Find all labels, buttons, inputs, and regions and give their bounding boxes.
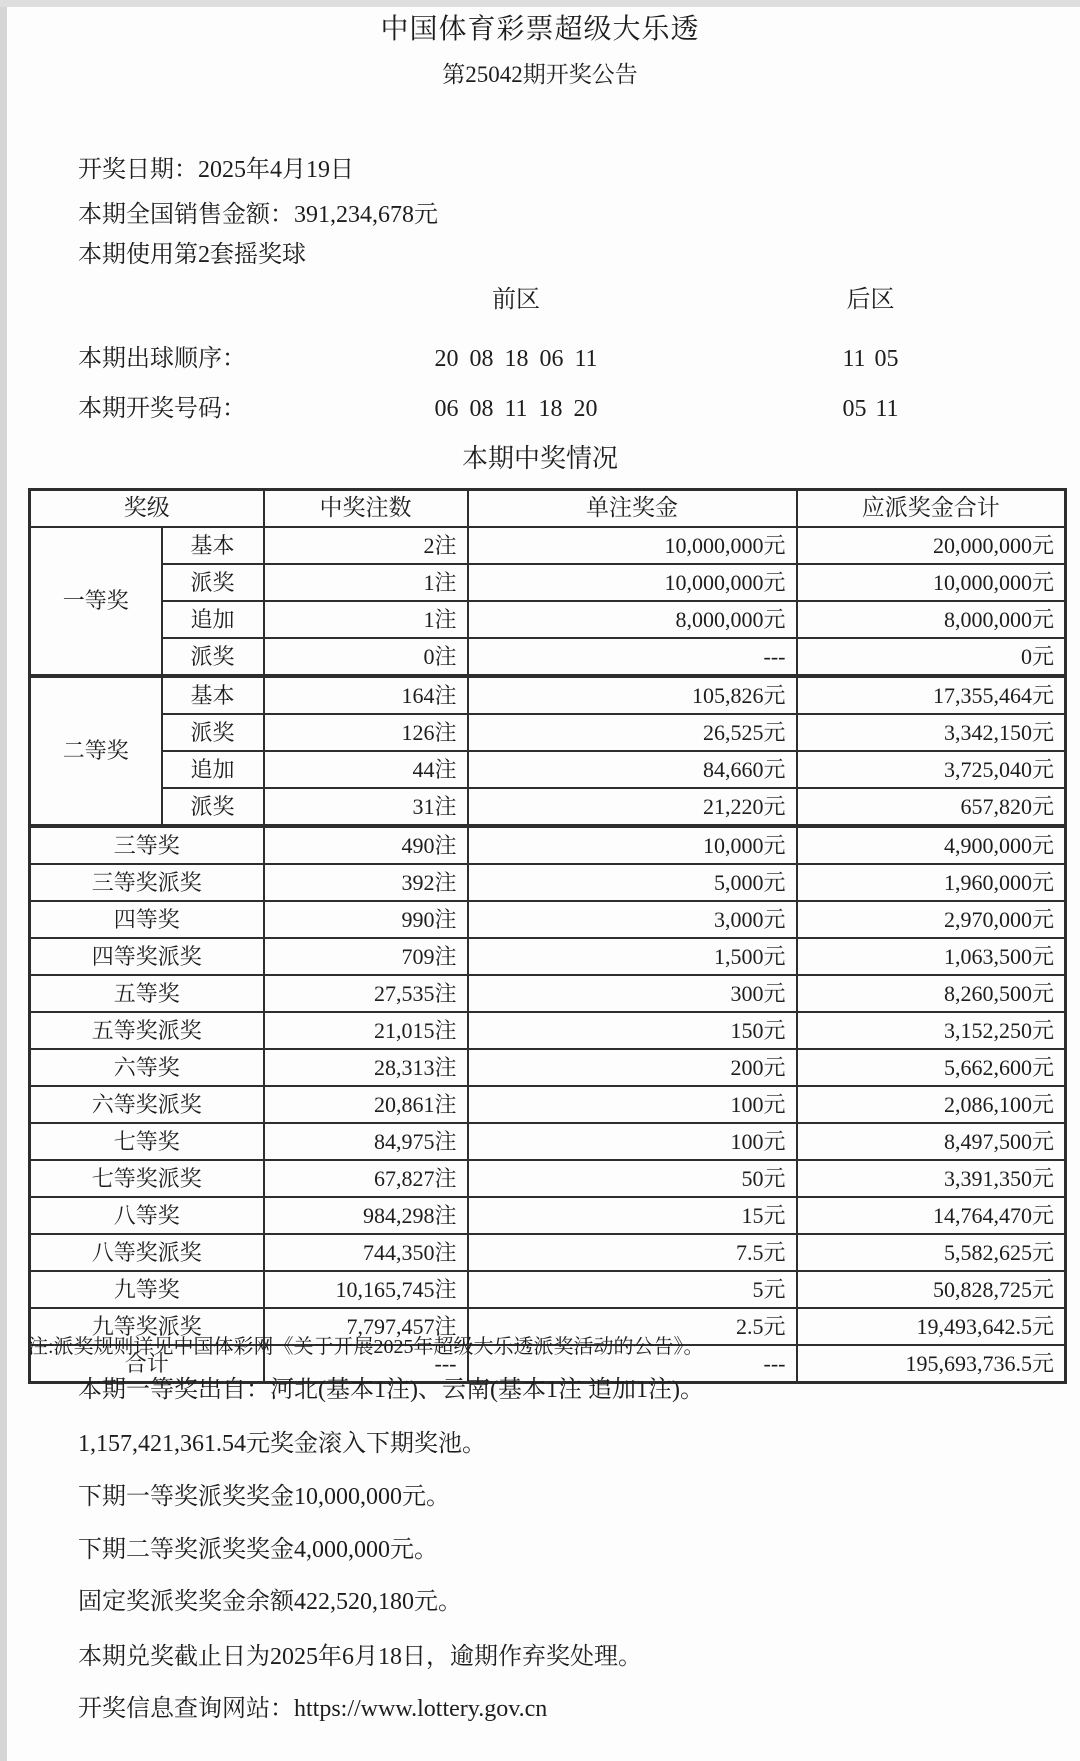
- grade-group-cell: 一等奖: [30, 527, 162, 676]
- grade-name-cell: 四等奖: [30, 901, 264, 938]
- grade-name-cell: 九等奖派奖: [30, 1308, 264, 1345]
- prize-table-row: [30, 1086, 1066, 1123]
- prize-table: [28, 488, 1067, 1384]
- prize-table-row: [30, 975, 1066, 1012]
- grade-type-cell: 派奖: [162, 638, 264, 676]
- prize-cell: 3,000元: [468, 901, 797, 938]
- total-cell: 10,000,000元: [797, 564, 1066, 601]
- prize-cell: 5元: [468, 1271, 797, 1308]
- grade-name-cell: 六等奖派奖: [30, 1086, 264, 1123]
- count-cell: 984,298注: [264, 1197, 468, 1234]
- ball-set-line: 本期使用第2套摇奖球: [78, 242, 306, 268]
- table-footnote: 注:派奖规则详见中国体彩网《关于开展2025年超级大乐透派奖活动的公告》。: [28, 1336, 704, 1358]
- prize-table-header-row: [30, 490, 1066, 528]
- prize-cell: 26,525元: [468, 714, 797, 751]
- count-cell: 744,350注: [264, 1234, 468, 1271]
- grade-name-cell: 六等奖: [30, 1049, 264, 1086]
- count-cell: 21,015注: [264, 1012, 468, 1049]
- count-cell: 709注: [264, 938, 468, 975]
- prize-table-row: [30, 1271, 1066, 1308]
- winning-numbers-label: 本期开奖号码：: [78, 396, 246, 422]
- prize-cell: 50元: [468, 1160, 797, 1197]
- page-title: 中国体育彩票超级大乐透: [380, 14, 700, 45]
- total-cell: 4,900,000元: [797, 826, 1066, 864]
- total-cell: 3,342,150元: [797, 714, 1066, 751]
- prize-cell: 150元: [468, 1012, 797, 1049]
- total-cell: 5,662,600元: [797, 1049, 1066, 1086]
- prize-table-row: [30, 901, 1066, 938]
- draw-order-label: 本期出球顺序：: [78, 346, 246, 372]
- prize-table-row: [30, 676, 1066, 714]
- header-grade: 奖级: [30, 490, 264, 528]
- total-cell: 0元: [797, 638, 1066, 676]
- website-note: 开奖信息查询网站：https://www.lottery.gov.cn: [78, 1696, 548, 1722]
- next-first-prize-note: 下期一等奖派奖奖金10,000,000元。: [78, 1484, 450, 1510]
- prize-cell: 10,000,000元: [468, 564, 797, 601]
- count-cell: 27,535注: [264, 975, 468, 1012]
- first-prize-origin-note: 本期一等奖出自：河北(基本1注)、云南(基本1注 追加1注)。: [78, 1377, 704, 1403]
- prize-table-row: [30, 564, 1066, 601]
- prize-table-row: [30, 788, 1066, 826]
- prize-cell: 15元: [468, 1197, 797, 1234]
- prize-table-row: [30, 601, 1066, 638]
- prize-table-row: [30, 938, 1066, 975]
- prize-table-row: [30, 638, 1066, 676]
- grade-name-cell: 三等奖: [30, 826, 264, 864]
- total-cell: 8,260,500元: [797, 975, 1066, 1012]
- fixed-prize-balance-note: 固定奖派奖奖金余额422,520,180元。: [78, 1589, 462, 1615]
- grade-type-cell: 派奖: [162, 714, 264, 751]
- prize-cell: 100元: [468, 1086, 797, 1123]
- count-cell: 7,797,457注: [264, 1308, 468, 1345]
- count-cell: 126注: [264, 714, 468, 751]
- count-cell: 44注: [264, 751, 468, 788]
- sales-amount-line: 本期全国销售金额：391,234,678元: [78, 202, 438, 228]
- prize-cell: ---: [468, 1345, 797, 1383]
- prize-table-row: [30, 1049, 1066, 1086]
- total-cell: 17,355,464元: [797, 676, 1066, 714]
- total-cell: 657,820元: [797, 788, 1066, 826]
- grade-type-cell: 派奖: [162, 788, 264, 826]
- winning-back-numbers: 05 11: [842, 396, 899, 422]
- prize-cell: 84,660元: [468, 751, 797, 788]
- total-cell: 50,828,725元: [797, 1271, 1066, 1308]
- total-cell: 2,086,100元: [797, 1086, 1066, 1123]
- front-zone-label: 前区: [492, 287, 540, 313]
- count-cell: 1注: [264, 601, 468, 638]
- grade-name-cell: 七等奖派奖: [30, 1160, 264, 1197]
- total-cell: 5,582,625元: [797, 1234, 1066, 1271]
- prize-cell: 5,000元: [468, 864, 797, 901]
- prize-cell: 7.5元: [468, 1234, 797, 1271]
- prize-table-row: [30, 1123, 1066, 1160]
- count-cell: 490注: [264, 826, 468, 864]
- prize-table-row: [30, 864, 1066, 901]
- draw-order-back-numbers: 11 05: [842, 346, 899, 372]
- count-cell: 990注: [264, 901, 468, 938]
- count-cell: 67,827注: [264, 1160, 468, 1197]
- header-total: 应派奖金合计: [797, 490, 1066, 528]
- grade-type-cell: 派奖: [162, 564, 264, 601]
- prize-cell: ---: [468, 638, 797, 676]
- prize-table-row: [30, 751, 1066, 788]
- page-subtitle: 第25042期开奖公告: [442, 62, 638, 87]
- total-cell: 3,725,040元: [797, 751, 1066, 788]
- draw-order-front-numbers: 20 08 18 06 11: [434, 346, 598, 372]
- prize-table-title: 本期中奖情况: [461, 444, 618, 473]
- prize-table-row: [30, 1197, 1066, 1234]
- back-zone-label: 后区: [846, 287, 895, 313]
- total-cell: 3,391,350元: [797, 1160, 1066, 1197]
- count-cell: 31注: [264, 788, 468, 826]
- prize-table-row: [30, 527, 1066, 564]
- next-second-prize-note: 下期二等奖派奖奖金4,000,000元。: [78, 1537, 438, 1563]
- prize-cell: 105,826元: [468, 676, 797, 714]
- draw-date-line: 开奖日期：2025年4月19日: [78, 157, 354, 183]
- total-label-cell: 合计: [30, 1345, 264, 1383]
- prize-cell: 8,000,000元: [468, 601, 797, 638]
- count-cell: 10,165,745注: [264, 1271, 468, 1308]
- header-count: 中奖注数: [264, 490, 468, 528]
- count-cell: 20,861注: [264, 1086, 468, 1123]
- total-cell: 19,493,642.5元: [797, 1308, 1066, 1345]
- prize-cell: 21,220元: [468, 788, 797, 826]
- total-cell: 20,000,000元: [797, 527, 1066, 564]
- total-cell: 14,764,470元: [797, 1197, 1066, 1234]
- grade-name-cell: 四等奖派奖: [30, 938, 264, 975]
- count-cell: 28,313注: [264, 1049, 468, 1086]
- count-cell: 1注: [264, 564, 468, 601]
- grade-name-cell: 八等奖派奖: [30, 1234, 264, 1271]
- prize-table-row: [30, 1160, 1066, 1197]
- count-cell: 392注: [264, 864, 468, 901]
- count-cell: 164注: [264, 676, 468, 714]
- scan-edge-left: [0, 0, 7, 1761]
- total-cell: 8,497,500元: [797, 1123, 1066, 1160]
- prize-cell: 10,000元: [468, 826, 797, 864]
- grade-name-cell: 八等奖: [30, 1197, 264, 1234]
- prize-cell: 200元: [468, 1049, 797, 1086]
- count-cell: 0注: [264, 638, 468, 676]
- count-cell: ---: [264, 1345, 468, 1383]
- prize-table-row: [30, 714, 1066, 751]
- claim-deadline-note: 本期兑奖截止日为2025年6月18日，逾期作弃奖处理。: [78, 1644, 642, 1670]
- grade-group-cell: 二等奖: [30, 676, 162, 826]
- total-cell: 1,063,500元: [797, 938, 1066, 975]
- prize-cell: 1,500元: [468, 938, 797, 975]
- grade-name-cell: 三等奖派奖: [30, 864, 264, 901]
- grade-name-cell: 五等奖: [30, 975, 264, 1012]
- grade-name-cell: 七等奖: [30, 1123, 264, 1160]
- total-cell: 3,152,250元: [797, 1012, 1066, 1049]
- total-cell: 195,693,736.5元: [797, 1345, 1066, 1383]
- prize-table-row: [30, 1012, 1066, 1049]
- grade-name-cell: 九等奖: [30, 1271, 264, 1308]
- total-cell: 1,960,000元: [797, 864, 1066, 901]
- prize-cell: 2.5元: [468, 1308, 797, 1345]
- count-cell: 84,975注: [264, 1123, 468, 1160]
- rollover-note: 1,157,421,361.54元奖金滚入下期奖池。: [78, 1431, 486, 1457]
- grade-type-cell: 追加: [162, 601, 264, 638]
- winning-front-numbers: 06 08 11 18 20: [434, 396, 598, 422]
- header-prize: 单注奖金: [468, 490, 797, 528]
- grade-type-cell: 追加: [162, 751, 264, 788]
- total-cell: 8,000,000元: [797, 601, 1066, 638]
- grade-type-cell: 基本: [162, 676, 264, 714]
- count-cell: 2注: [264, 527, 468, 564]
- prize-cell: 300元: [468, 975, 797, 1012]
- prize-cell: 10,000,000元: [468, 527, 797, 564]
- grade-name-cell: 五等奖派奖: [30, 1012, 264, 1049]
- prize-table-row: [30, 826, 1066, 864]
- prize-cell: 100元: [468, 1123, 797, 1160]
- scan-edge-top: [0, 0, 1080, 7]
- total-cell: 2,970,000元: [797, 901, 1066, 938]
- grade-type-cell: 基本: [162, 527, 264, 564]
- prize-table-row: [30, 1234, 1066, 1271]
